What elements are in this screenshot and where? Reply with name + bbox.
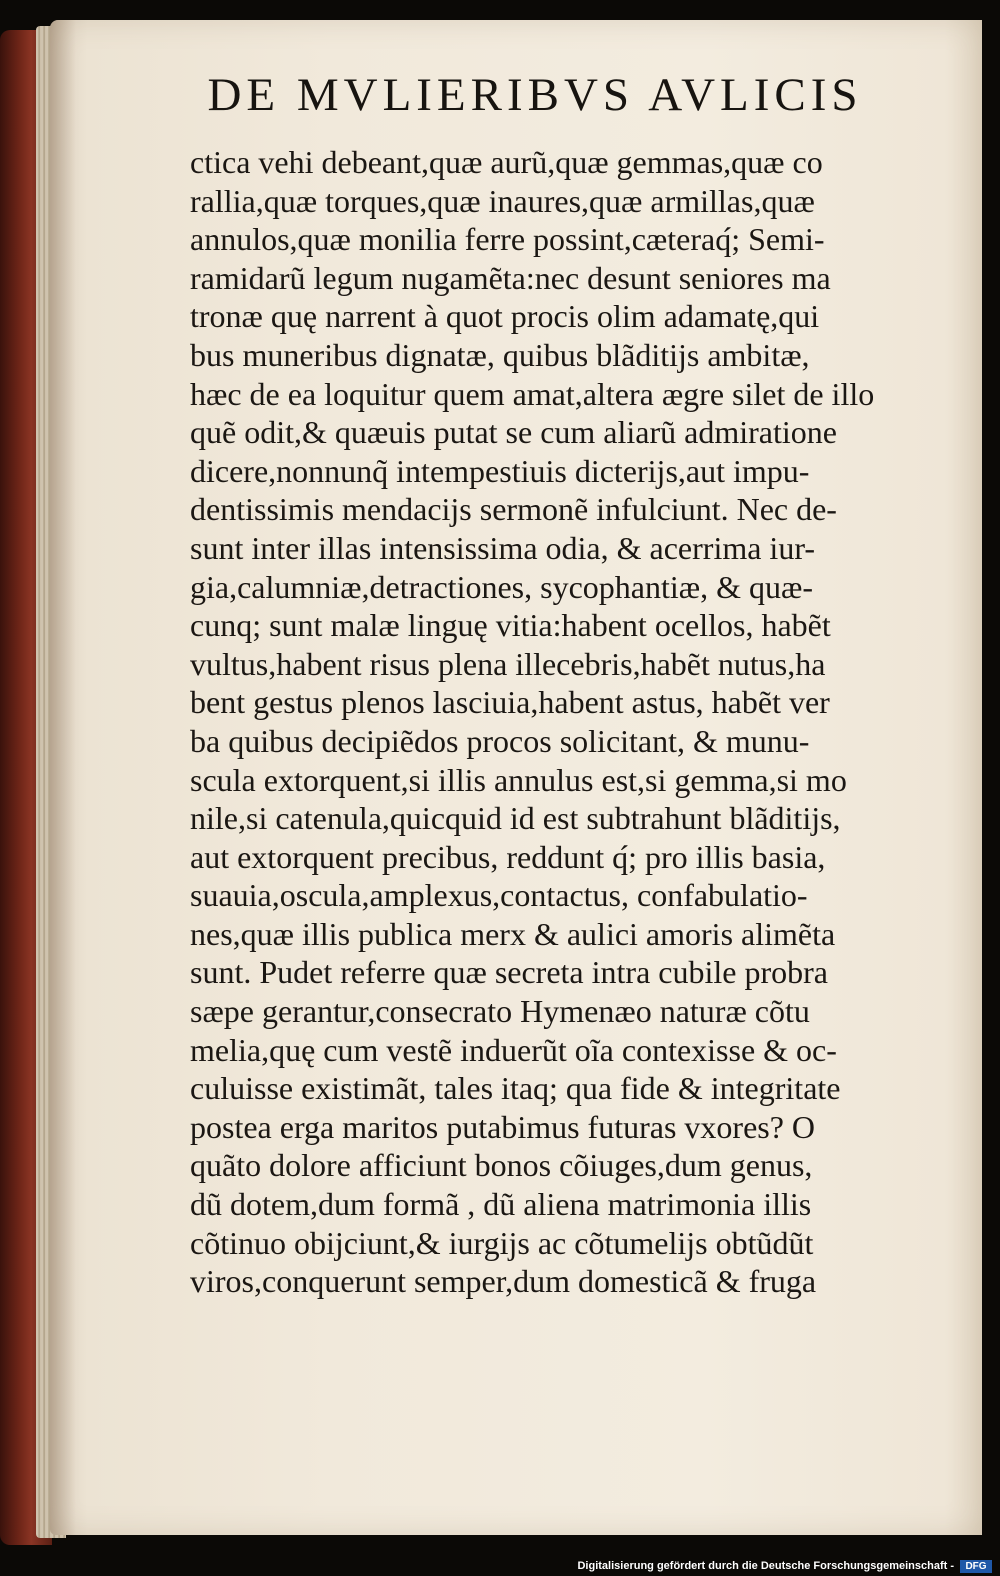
text-line: quãto dolore afficiunt bonos cõiuges,dum genus, — [190, 1147, 813, 1184]
text-line: bent gestus plenos lasciuia,habent astus, habẽt ver — [190, 684, 830, 721]
text-line: cunq; sunt malæ linguę vitia:habent ocellos, habẽt — [190, 607, 831, 644]
text-line: scula extorquent,si illis annulus est,si gemma,si mo — [190, 761, 847, 798]
text-line: nes,quæ illis publica merx & aulici amoris alimẽta — [190, 915, 836, 952]
text-line: sæpe gerantur,consecrato Hymenæo naturæ cõtu — [190, 993, 810, 1030]
text-line: dicere,nonnunq̃ intempestiuis dicterijs,aut impu- — [190, 452, 810, 489]
text-line: bus muneribus dignatæ, quibus blãditijs ambitæ, — [190, 336, 810, 373]
dfg-logo-icon: DFG — [960, 1560, 992, 1573]
text-line: ctica vehi debeant,quæ aurũ,quæ gemmas,quæ co — [190, 144, 823, 180]
text-line: ramidarũ legum nugamẽta:nec desunt seniores ma — [190, 259, 831, 296]
text-line: suauia,oscula,amplexus,contactus, confabulatio- — [190, 877, 808, 914]
digitization-credit: Digitalisierung gefördert durch die Deutsche Forschungsgemeinschaft - — [577, 1560, 954, 1572]
text-line: postea erga maritos putabimus futuras vxores? O — [190, 1108, 816, 1145]
text-line: nile,si catenula,quicquid id est subtrahunt blãditijs, — [190, 800, 841, 837]
gutter-shadow — [50, 20, 76, 1535]
text-line: dentissimis mendacijs sermonẽ infulciunt. Nec de- — [190, 491, 837, 528]
body-text — [190, 143, 930, 1301]
text-line: viros,conquerunt semper,dum domesticã & fruga — [190, 1263, 817, 1300]
text-line: quẽ odit,& quæuis putat se cum aliarũ admiratione — [190, 414, 837, 451]
text-line: sunt. Pudet referre quæ secreta intra cubile probra — [190, 954, 828, 991]
text-line: annulos,quæ monilia ferre possint,cæteraq́; Semi- — [190, 221, 825, 258]
text-line: gia,calumniæ,detractiones, sycophantiæ, & quæ- — [190, 568, 813, 605]
text-line: vultus,habent risus plena illecebris,habẽt nutus,ha — [190, 645, 826, 682]
text-line: tronæ quę narrent à quot procis olim adamatę,qui — [190, 298, 820, 335]
text-line: hæc de ea loquitur quem amat,altera ægre silet de illo — [190, 375, 875, 412]
text-line: melia,quę cum vestẽ induerũt oĩa contexisse & oc- — [190, 1031, 837, 1068]
text-line: dũ dotem,dum formã , dũ aliena matrimonia illis — [190, 1186, 812, 1223]
running-title: DE MVLIERIBVS AVLICIS — [207, 69, 863, 121]
text-line: rallia,quæ torques,quæ inaures,quæ armillas,quæ — [190, 182, 815, 219]
text-line: ba quibus decipiẽdos procos solicitant, & munu- — [190, 722, 810, 759]
text-line: aut extorquent precibus, reddunt q́; pro illis basia, — [190, 838, 826, 875]
text-line: culuisse existimãt, tales itaq; qua fide & integritate — [190, 1070, 841, 1107]
text-line: cõtinuo obijciunt,& iurgijs ac cõtumelijs obtũdũt — [190, 1224, 814, 1261]
text-line: sunt inter illas intensissima odia, & acerrima iur- — [190, 529, 815, 566]
